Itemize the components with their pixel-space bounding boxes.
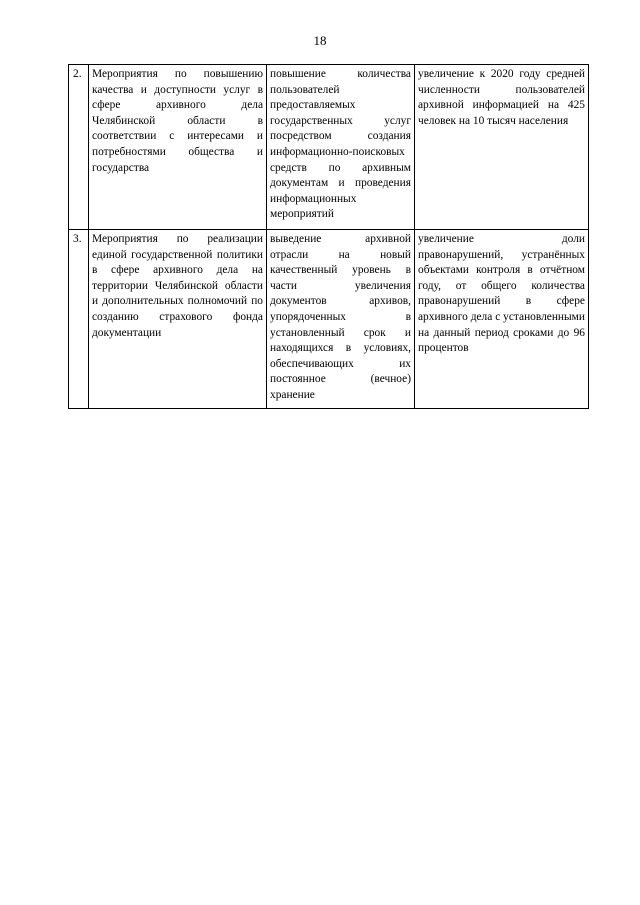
result-cell: увеличение к 2020 году средней численности пользователей архивной информацией на 425 человек на 10 тысяч населения (415, 65, 589, 230)
row-number: 3. (69, 230, 89, 409)
row-number: 2. (69, 65, 89, 230)
activities-table (68, 64, 589, 409)
table-row (69, 230, 589, 409)
event-cell: Мероприятия по повышению качества и доступности услуг в сфере архивного дела Челябинской области в соответствии с интересами и потребностями общества и государства (89, 65, 267, 230)
page-number: 18 (313, 33, 327, 48)
event-cell: Мероприятия по реализации единой государственной политики в сфере архивного дела на территории Челябинской области и дополнительных полномочий по созданию страхового фонда документации (89, 230, 267, 409)
table-row (69, 65, 589, 230)
goal-cell: повышение количества пользователей предоставляемых государственных услуг посредством создания информационно-поисковых средств по архивным документам и проведения информационных мероприятий (267, 65, 415, 230)
goal-cell: выведение архивной отрасли на новый качественный уровень в части увеличения документов архивов, упорядоченных в установленный срок и находящихся в условиях, обеспечивающих их постоянное (вечное) хранение (267, 230, 415, 409)
result-cell: увеличение доли правонарушений, устранённых объектами контроля в отчётном году, от общего количества правонарушений в сфере архивного дела с установленными на данный период сроками до 96 процентов (415, 230, 589, 409)
